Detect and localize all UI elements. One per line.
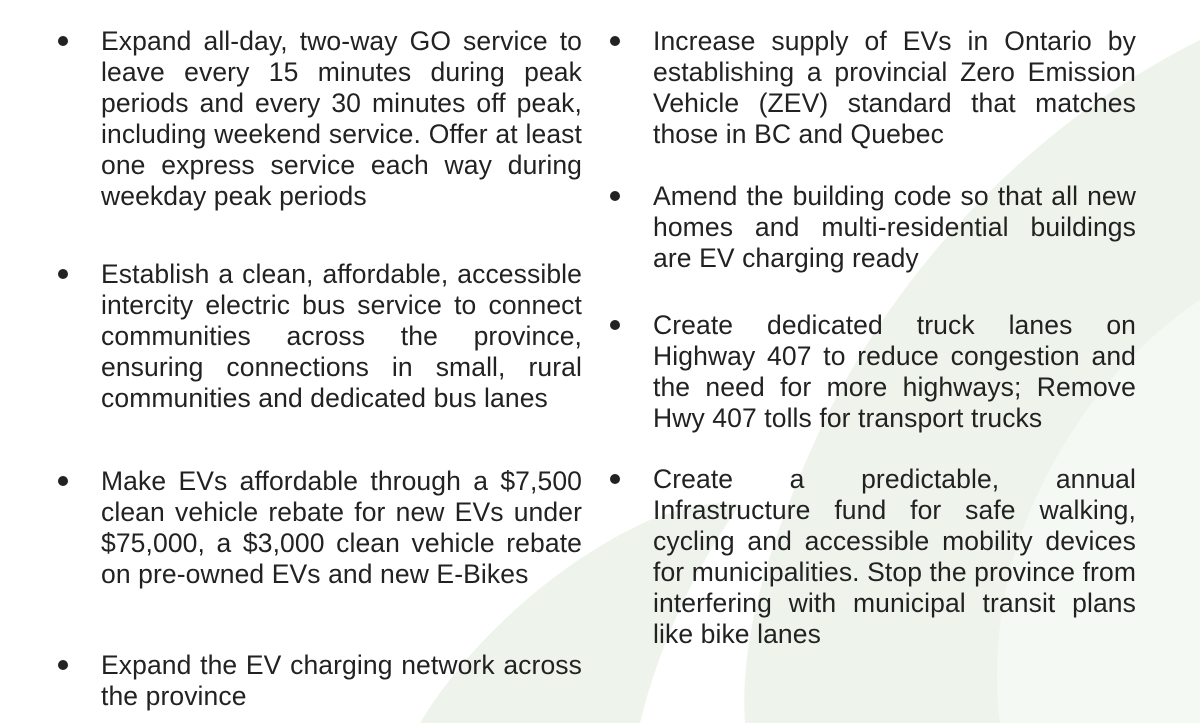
- left-column: [58, 26, 582, 712]
- bullet-dot: [58, 269, 68, 279]
- bullet-text: Create a predictable, annual Infrastructure fund for safe walking, cycling and accessible mobility devices for municipalities. Stop the province from interfering with municipal transit plans like bike lanes: [653, 464, 1136, 649]
- bullet-dot: [610, 191, 620, 201]
- bullet-text: Make EVs affordable through a $7,500 clean vehicle rebate for new EVs under $75,000, a $3,000 clean vehicle rebate on pre-owned EVs and new E-Bikes: [101, 466, 582, 589]
- bullet-text: Expand all-day, two-way GO service to leave every 15 minutes during peak periods and every 30 minutes off peak, including weekend service. Offer at least one express service each way during weekday peak periods: [101, 26, 582, 211]
- bullet-text: Amend the building code so that all new homes and multi-residential buildings are EV charging ready: [653, 181, 1136, 273]
- bullet-text: Expand the EV charging network across the province: [101, 650, 582, 711]
- bullet-item: [610, 310, 1136, 464]
- bullet-dot: [610, 320, 620, 330]
- bullet-dot: [610, 36, 620, 46]
- bullet-item: [610, 464, 1136, 650]
- bullet-dot: [58, 36, 68, 46]
- bullet-item: [58, 650, 582, 712]
- bullet-item: [58, 466, 582, 650]
- bullet-item: [58, 259, 582, 466]
- right-column: [610, 26, 1136, 650]
- bullet-dot: [58, 476, 68, 486]
- bullet-text: Establish a clean, affordable, accessible intercity electric bus service to connect communities across the province, ensuring connections in small, rural communities and dedicated bus lanes: [101, 259, 582, 413]
- bullet-item: [610, 26, 1136, 181]
- bullet-item: [610, 181, 1136, 310]
- bullet-dot: [610, 474, 620, 484]
- bullet-text: Increase supply of EVs in Ontario by establishing a provincial Zero Emission Vehicle (ZEV) standard that matches those in BC and Quebec: [653, 26, 1136, 149]
- bullet-item: [58, 26, 582, 259]
- bullet-text: Create dedicated truck lanes on Highway 407 to reduce congestion and the need for more highways; Remove Hwy 407 tolls for transport trucks: [653, 310, 1136, 433]
- bullet-dot: [58, 660, 68, 670]
